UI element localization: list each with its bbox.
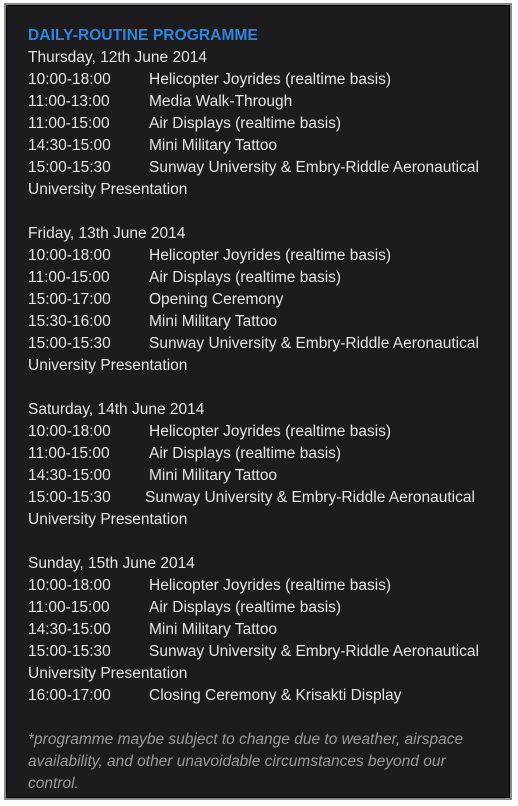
disclaimer-footnote: *programme maybe subject to change due to weather, airspace availability, and other unavoidable circumstances beyond our control. [28,731,464,792]
event-time: 11:00-15:00 [28,269,110,286]
event-continuation: University Presentation [28,357,188,374]
event-label: Air Displays (realtime basis) [149,269,342,286]
section-spacer [28,377,504,399]
event-time: 14:30-15:00 [28,137,111,154]
event-label: Mini Military Tattoo [149,313,278,330]
event-time: 14:30-15:00 [28,467,111,484]
schedule-row [28,135,504,157]
event-continuation: University Presentation [28,181,188,198]
event-label: Sunway University & Embry-Riddle Aeronautical [149,159,479,176]
schedule-row [28,267,504,289]
day-section-sunday [28,553,504,707]
programme-content [28,25,504,795]
event-label: Opening Ceremony [149,291,284,308]
schedule-row [28,289,504,311]
day-section-saturday [28,399,504,531]
event-time: 10:00-18:00 [28,247,111,264]
event-continuation: University Presentation [28,511,188,528]
schedule-row [28,69,504,91]
event-label: Sunway University & Embry-Riddle Aeronautical [149,643,479,660]
section-spacer [28,531,504,553]
schedule-row [28,113,504,135]
event-label: Air Displays (realtime basis) [149,115,342,132]
event-label: Helicopter Joyrides (realtime basis) [149,577,392,594]
day-section-thursday [28,47,504,201]
event-label: Mini Military Tattoo [149,621,278,638]
event-time: 14:30-15:00 [28,621,111,638]
event-label: Helicopter Joyrides (realtime basis) [149,423,392,440]
schedule-row [28,685,504,707]
schedule-row [28,157,504,179]
event-time: 11:00-15:00 [28,599,110,616]
schedule-row [28,465,504,487]
section-spacer [28,201,504,223]
schedule-row [28,487,504,509]
event-time: 10:00-18:00 [28,71,111,88]
event-label: Helicopter Joyrides (realtime basis) [149,247,392,264]
event-time: 11:00-15:00 [28,115,110,132]
schedule-row [28,443,504,465]
schedule-row [28,311,504,333]
event-time: 15:00-17:00 [28,291,111,308]
day-section-friday [28,223,504,377]
day-heading: Saturday, 14th June 2014 [28,401,205,418]
event-label: Media Walk-Through [149,93,293,110]
event-label: Sunway University & Embry-Riddle Aeronautical [145,489,475,506]
programme-panel [4,3,512,800]
event-label: Helicopter Joyrides (realtime basis) [149,71,392,88]
event-time: 15:00-15:30 [28,159,111,176]
event-time: 11:00-15:00 [28,445,110,462]
programme-title: DAILY-ROUTINE PROGRAMME [28,27,258,44]
event-label: Air Displays (realtime basis) [149,445,342,462]
event-label: Mini Military Tattoo [149,137,278,154]
event-label: Air Displays (realtime basis) [149,599,342,616]
event-time: 15:30-16:00 [28,313,111,330]
event-label: Sunway University & Embry-Riddle Aeronautical [149,335,479,352]
schedule-row [28,333,504,355]
event-time: 11:00-13:00 [28,93,110,110]
event-label: Closing Ceremony & Krisakti Display [149,687,402,704]
event-time: 10:00-18:00 [28,577,111,594]
section-spacer [28,707,504,729]
event-time: 16:00-17:00 [28,687,111,704]
event-time: 15:00-15:30 [28,489,111,506]
event-label: Mini Military Tattoo [149,467,278,484]
day-heading: Thursday, 12th June 2014 [28,49,207,66]
schedule-row [28,641,504,663]
day-heading: Sunday, 15th June 2014 [28,555,195,572]
schedule-row [28,91,504,113]
schedule-row [28,597,504,619]
schedule-row [28,421,504,443]
event-time: 10:00-18:00 [28,423,111,440]
schedule-row [28,245,504,267]
event-continuation: University Presentation [28,665,188,682]
event-time: 15:00-15:30 [28,643,111,660]
event-time: 15:00-15:30 [28,335,111,352]
schedule-row [28,619,504,641]
schedule-row [28,575,504,597]
day-heading: Friday, 13th June 2014 [28,225,186,242]
